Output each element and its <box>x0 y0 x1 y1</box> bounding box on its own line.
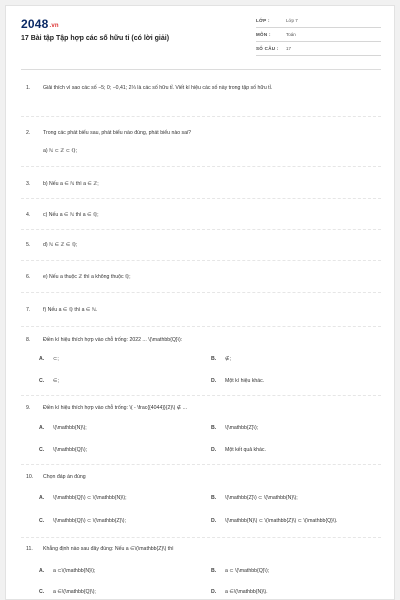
question-text: Giải thích vì sao các số −5; 0; −0,41; 2⅓ là các số hữu tỉ. Viết kí hiệu các số này trong tập số hữu tỉ. <box>43 85 273 91</box>
option-letter: D. <box>211 518 217 524</box>
meta-subject-value: Toán <box>286 32 296 37</box>
answer-option-c[interactable] <box>39 377 59 386</box>
option-letter: A. <box>39 495 45 501</box>
option-text: ⊂; <box>53 356 59 362</box>
header-divider <box>21 69 381 70</box>
option-letter: A. <box>39 356 45 362</box>
question-number: 2. <box>26 130 31 136</box>
option-letter: C. <box>39 589 45 595</box>
question-number: 1. <box>26 85 31 91</box>
option-text: a ∈\(\mathbb{N}\). <box>225 589 268 595</box>
question-2-sub-a <box>26 147 381 156</box>
question-9 <box>26 404 381 413</box>
question-text: d) ℕ ∈ ℤ ∈ ℚ; <box>43 242 78 248</box>
option-letter: A. <box>39 425 45 431</box>
question-divider <box>21 537 381 538</box>
question-text: b) Nếu a ∈ ℕ thì a ∈ ℤ; <box>43 181 99 187</box>
question-7 <box>26 306 381 315</box>
meta-class <box>256 16 381 28</box>
question-6 <box>26 273 381 282</box>
answer-option-b[interactable] <box>211 567 269 576</box>
question-text: f) Nếu a ∈ ℚ thì a ∈ ℕ. <box>43 307 98 313</box>
answer-option-a[interactable] <box>39 494 127 503</box>
document-page <box>5 5 395 600</box>
question-divider <box>21 116 381 117</box>
question-text: Chọn đáp án đúng <box>43 474 86 480</box>
question-text: Điền kí hiệu thích hợp vào chỗ trống: 2022 ... \(\mathbb{Q}\): <box>43 337 183 343</box>
meta-subject <box>256 30 381 42</box>
question-text: Trong các phát biểu sau, phát biểu nào đúng, phát biểu nào sai? <box>43 130 192 136</box>
option-text: ∉; <box>225 356 231 362</box>
answer-option-c[interactable] <box>39 446 87 455</box>
option-letter: B. <box>211 356 217 362</box>
question-divider <box>21 260 381 261</box>
question-number: 7. <box>26 307 31 313</box>
option-text: a ∈\(\mathbb{Q}\); <box>53 589 96 595</box>
option-letter: B. <box>211 425 217 431</box>
option-text: Một kết quả khác. <box>225 447 266 453</box>
answer-option-b[interactable] <box>211 494 298 503</box>
meta-subject-label: MÔN : <box>256 32 271 37</box>
question-10 <box>26 473 381 482</box>
option-text: \(\mathbb{Z}\); <box>225 425 259 431</box>
question-number: 11. <box>26 546 33 552</box>
question-text: Điền kí hiệu thích hợp vào chỗ trống: \( - \frac{{4044}}{2}\) ∉ ... <box>43 405 188 411</box>
answer-option-a[interactable] <box>39 424 87 433</box>
option-text: Một kí hiệu khác. <box>225 378 265 384</box>
question-2 <box>26 129 381 138</box>
option-text: \(\mathbb{Q}\); <box>53 447 88 453</box>
question-number: 6. <box>26 274 31 280</box>
meta-class-label: LỚP : <box>256 18 270 23</box>
question-text: a) ℕ ⊂ ℤ ⊂ ℚ; <box>43 148 78 154</box>
option-text: ∈; <box>53 378 59 384</box>
option-letter: C. <box>39 378 45 384</box>
question-text: e) Nếu a thuộc ℤ thì a không thuộc ℚ; <box>43 274 131 280</box>
question-divider <box>21 464 381 465</box>
option-letter: D. <box>211 589 217 595</box>
question-3 <box>26 180 381 189</box>
option-text: \(\mathbb{N}\) ⊂ \(\mathbb{Z}\) ⊂ \(\mathbb{Q}\). <box>225 518 338 524</box>
question-divider <box>21 326 381 327</box>
meta-class-value: Lớp 7 <box>286 18 298 23</box>
question-8 <box>26 336 381 345</box>
option-letter: D. <box>211 447 217 453</box>
answer-option-d[interactable] <box>211 588 268 597</box>
question-divider <box>21 166 381 167</box>
option-letter: A. <box>39 568 45 574</box>
option-text: a ⊂\(\mathbb{N}\); <box>53 568 96 574</box>
question-text: Khẳng định nào sau đây đúng: Nếu a ∈\(\mathbb{Z}\) thì <box>43 546 174 552</box>
logo-text: 2048 <box>21 17 49 31</box>
option-text: \(\mathbb{Q}\) ⊂ \(\mathbb{Z}\); <box>53 518 126 524</box>
question-divider <box>21 198 381 199</box>
option-text: \(\mathbb{N}\); <box>53 425 87 431</box>
answer-option-b[interactable] <box>211 424 258 433</box>
answer-option-c[interactable] <box>39 517 126 526</box>
question-1 <box>26 84 381 93</box>
option-letter: B. <box>211 568 217 574</box>
question-5 <box>26 241 381 250</box>
document-title: 17 Bài tập Tập hợp các số hữu tỉ (có lời giải) <box>21 35 170 42</box>
question-divider <box>21 395 381 396</box>
answer-option-a[interactable] <box>39 567 95 576</box>
option-letter: C. <box>39 518 45 524</box>
logo-suffix: .vn <box>49 23 59 29</box>
site-logo[interactable] <box>21 17 59 31</box>
document-header <box>6 6 394 76</box>
question-number: 4. <box>26 212 31 218</box>
meta-count <box>256 44 381 56</box>
answer-option-d[interactable] <box>211 377 264 386</box>
answer-option-d[interactable] <box>211 446 266 455</box>
question-divider <box>21 229 381 230</box>
answer-option-a[interactable] <box>39 355 59 364</box>
question-11 <box>26 545 381 554</box>
answer-option-c[interactable] <box>39 588 96 597</box>
question-number: 9. <box>26 405 31 411</box>
option-text: \(\mathbb{Q}\) ⊂ \(\mathbb{N}\); <box>53 495 127 501</box>
question-number: 5. <box>26 242 31 248</box>
answer-option-b[interactable] <box>211 355 231 364</box>
meta-count-value: 17 <box>286 46 292 51</box>
option-text: \(\mathbb{Z}\) ⊂ \(\mathbb{N}\); <box>225 495 298 501</box>
option-letter: D. <box>211 378 217 384</box>
question-number: 8. <box>26 337 31 343</box>
question-divider <box>21 292 381 293</box>
option-letter: C. <box>39 447 45 453</box>
question-number: 3. <box>26 181 31 187</box>
option-letter: B. <box>211 495 217 501</box>
question-text: c) Nếu a ∈ ℕ thì a ∈ ℚ; <box>43 212 99 218</box>
meta-count-label: SỐ CÂU : <box>256 46 279 51</box>
answer-option-d[interactable] <box>211 517 338 526</box>
question-4 <box>26 211 381 220</box>
question-number: 10. <box>26 474 34 480</box>
option-text: a ⊂ \(\mathbb{Q}\); <box>225 568 270 574</box>
